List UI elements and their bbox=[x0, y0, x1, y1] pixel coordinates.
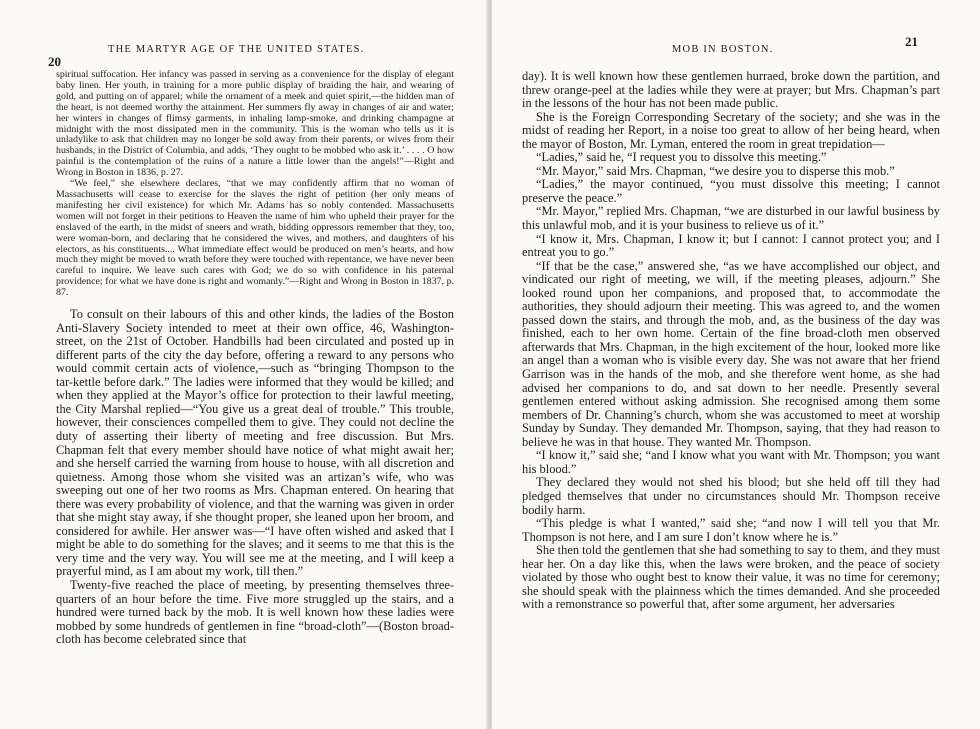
body-paragraph: “Ladies,” the mayor continued, “you must dissolve this meeting; I cannot preserve the peace.” bbox=[522, 177, 940, 205]
running-head: THE MARTYR AGE OF THE UNITED STATES. bbox=[108, 44, 365, 55]
body-paragraph: Twenty-five reached the place of meeting, by presenting themselves three-quarters of an hour before the time. Five more struggled up the stairs, and a hundred were turned back by the mob. It is well known how these ladies were mobbed by some hundreds of gentlemen in fine “broad-cloth”—(Boston broad-cloth has become celebrated since that bbox=[56, 577, 454, 647]
right-page bbox=[492, 0, 980, 729]
body-paragraph: day). It is well known how these gentlemen hurraed, broke down the partition, and threw orange-peel at the ladies while they were at prayer; but Mrs. Chapman’s part in the lessons of the hour has not been made public. bbox=[522, 69, 940, 111]
right-text-block bbox=[522, 70, 940, 612]
body-paragraph: To consult on their labours of this and other kinds, the ladies of the Boston Anti-Slavery Society intended to meet at their own office, 46, Washington-street, on the 21st of October. Handbills had been circulated and posted up in different parts of the city the day before, offering a reward to any persons who would commit certain acts of violence,—such as “bringing Thompson to the tar-kettle before dark.” The ladies were informed that they would be killed; and when they applied at the Mayor’s office for protection to their lawful meeting, the City Marshal replied—“You give us a great deal of trouble.” This trouble, however, their consciences compelled them to give. They could not decline the duty of asserting their liberty of meeting and free discussion. But Mrs. Chapman felt that every member should have notice of what might await her; and she herself carried the warning from house to house, with all discretion and quietness. Among those whom she visited was an artizan’s wife, who was sweeping out one of her two rooms as Mrs. Chapman entered. On hearing that there was every probability of violence, and that the warning was given in order that she might stay away, if she thought proper, she leaned upon her broom, and considered for awhile. Her answer was—“I have often wished and asked that I might be able to do something for the slaves; and it seems to me that this is the very time and the very way. You will see me at the meeting, and I will keep a prayerful mind, as I am about my work, till then.” bbox=[56, 307, 454, 579]
body-paragraph: “I know it, Mrs. Chapman, I know it; but I cannot: I cannot protect you; and I entreat you to go.” bbox=[522, 231, 940, 260]
body-paragraph: “If that be the case,” answered she, “as we have accomplished our object, and vindicated our right of meeting, we will, if the meeting pleases, adjourn.” She looked round upon her companions, and proposed that, to accommodate the authorities, they should adjourn their meeting. This was agreed to, and the women passed down the stairs, and through the mob, and, as the business of the day was finished, each to her own home. Certain of the fine broad-cloth men observed afterwards that Mrs. Chapman, in the high excitement of the hour, looked more like an angel than a woman who is visible every day. She was not aware that her friend Garrison was in the hands of the mob, and she therefore went home, as she had advised her companions to do, and sat down to her needle. Presently several gentlemen entered without asking admission. She recognised among them some members of Dr. Channing’s church, whom she was accustomed to meet at worship Sunday by Sunday. They demanded Mr. Thompson, saying, that they had reason to believe he was in that house. They wanted Mr. Thompson. bbox=[522, 258, 940, 449]
quote-paragraph: spiritual suffocation. Her infancy was passed in serving as a convenience for the display of elegant baby linen. Her youth, in training for a more public display of braiding the hair, and wearing of gold, and putting on of apparel; while the ornament of a meek and quiet spirit,—the hidden man of the heart, is not deemed worthy the attainment. Her summers fly away in changes of air and water; her winters in changes of flimsy garments, in inhaling lamp-smoke, and drinking champagne at midnight with the most dissipated men in the community. This is the woman who tells us it is unladylike to ask that children may no longer be sold away from their parents, or wives from their husbands, in the District of Columbia, and adds, ‘They ought to be mobbed who ask it.’ . . . . O how painful is the contemplation of the ruins of a nature a little lower than the angels!”—Right and Wrong in Boston in 1836, p. 27. bbox=[56, 69, 454, 179]
body-paragraph: “Mr. Mayor,” replied Mrs. Chapman, “we are disturbed in our lawful business by this unlawful mob, and it is your business to relieve us of it.” bbox=[522, 204, 940, 233]
running-head: MOB IN BOSTON. bbox=[672, 44, 774, 55]
body-paragraph: They declared they would not shed his blood; but she held off till they had pledged themselves that under no circumstances should Mr. Thompson receive bodily harm. bbox=[522, 475, 940, 517]
body-paragraph: “This pledge is what I wanted,” said she; “and now I will tell you that Mr. Thompson is not here, and I am sure I don’t know where he is.” bbox=[522, 516, 940, 544]
left-page bbox=[0, 0, 488, 729]
left-text-block bbox=[56, 70, 454, 647]
body-paragraph: “Mr. Mayor,” said Mrs. Chapman, “we desire you to disperse this mob.” bbox=[536, 163, 895, 178]
body-paragraph: She then told the gentlemen that she had something to say to them, and they must hear her. On a day like this, when the laws were broken, and the peace of society violated by those who ought best to know their value, it was no time for ceremony; she should speak with the plainness which the times demanded. And she proceeded with a remonstrance so powerful that, after some argument, her adversaries bbox=[522, 543, 941, 612]
body-paragraph: “Ladies,” said he, “I request you to dissolve this meeting.” bbox=[536, 150, 827, 165]
page-number: 20 bbox=[48, 54, 61, 69]
quote-paragraph: “We feel,” she elsewhere declares, “that we may confidently affirm that no woman of Massachusetts will cease to exercise for the slaves the right of petition (her only means of manifesting her civil existence) for which Mr. Adams has so nobly contended. Massachusetts women will not forget in their petitions to Heaven the name of him who upheld their prayer for the enslaved of the earth, in the midst of sneers and wrath, bidding oppressors remember that they, too, were woman-born, and declaring that he considered the wives, and mothers, and daughters of his electors, as his constituents.... What immediate effect would be produced on men’s hearts, and how much they might be moved to wrath before they were touched with repentance, we have never been careful to inquire. We leave such cares with God; we do so with confidence in his paternal providence; for what we have done is right and womanly.”—Right and Wrong in Boston in 1837, p. 87. bbox=[56, 178, 454, 299]
body-paragraph: She is the Foreign Corresponding Secretary of the society; and she was in the midst of reading her Report, in a noise too great to allow of her being heard, when the mayor of Boston, Mr. Lyman, entered the room in great trepidation— bbox=[522, 109, 940, 151]
page-number: 21 bbox=[905, 34, 918, 49]
body-paragraph: “I know it,” said she; “and I know what you want with Mr. Thompson; you want his blood.” bbox=[522, 448, 940, 476]
